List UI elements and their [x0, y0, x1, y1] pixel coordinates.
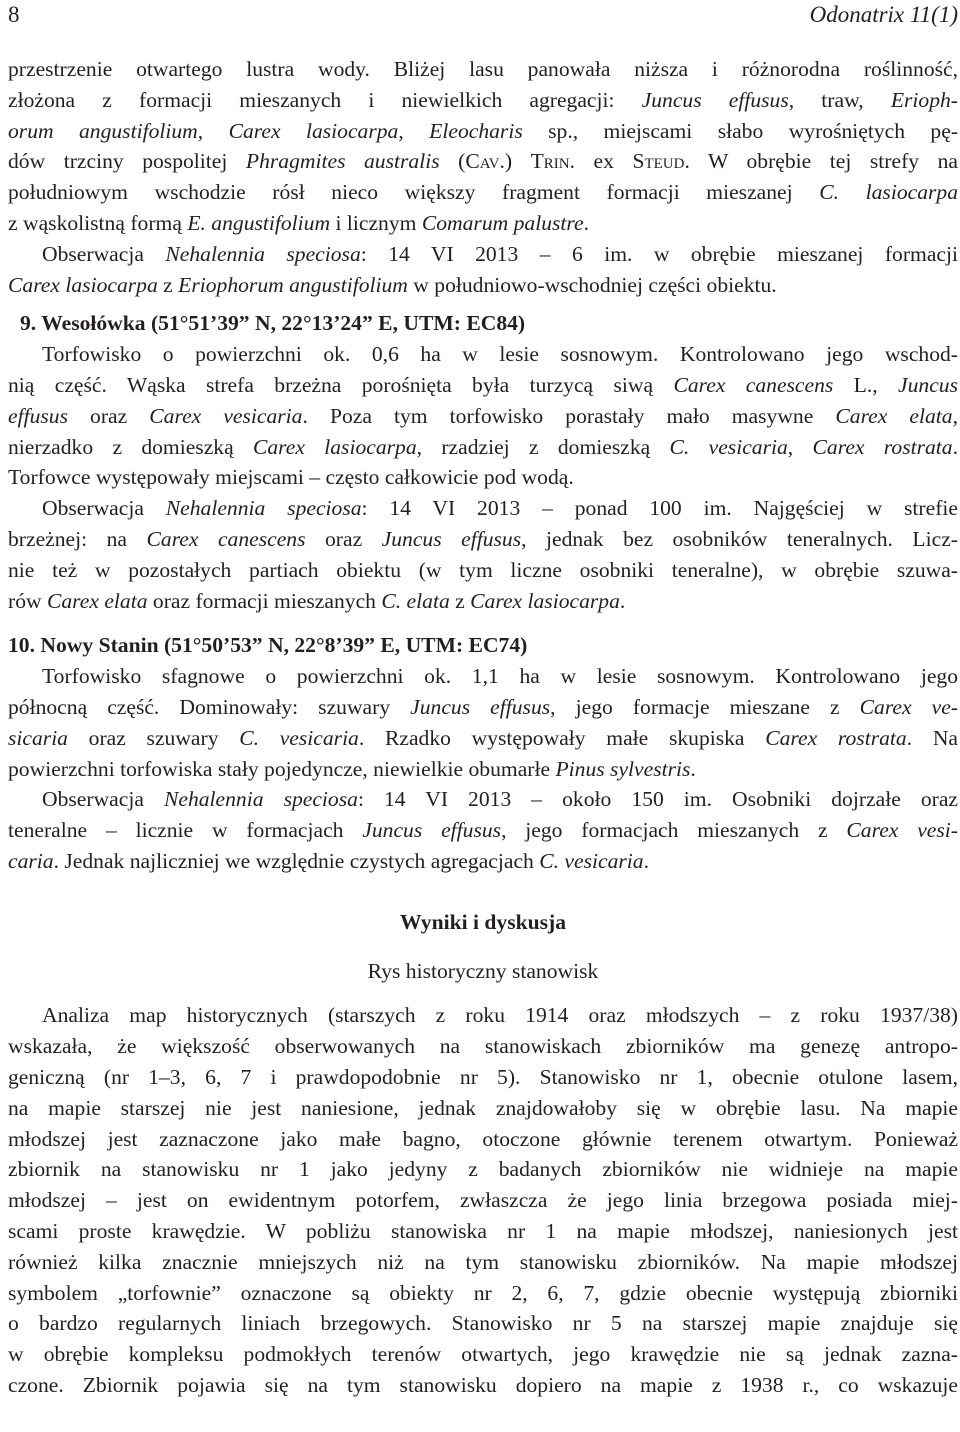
taxon-name: Phragmites australis [245, 149, 440, 174]
text-line [8, 723, 958, 753]
text-segment: , traw, [788, 87, 891, 112]
text-line [8, 370, 958, 400]
text-line [8, 146, 958, 176]
taxon-name: Carex ve- [859, 695, 958, 719]
text-segment: Analiza map historycznych (starszych z roku 1914 oraz młodszych – z roku 1937/38) [42, 1003, 958, 1028]
heading-text: 10. Nowy Stanin (51°50’53” N, 22°8’39” E, UTM: EC74) [8, 633, 528, 658]
taxon-name: C. vesicaria [539, 849, 644, 873]
text-segment: , [197, 118, 229, 143]
text-segment: Trin. [530, 149, 576, 174]
text-segment: Obserwacja [42, 496, 166, 521]
taxon-name: Carex rostrata [765, 725, 907, 750]
text-segment: . Na [906, 725, 958, 750]
text-segment: Torfowisko o powierzchni ok. 0,6 ha w lesie sosnowym. Kontrolowano jego wschod- [42, 342, 958, 367]
text-segment: młodszej jest zaznaczone jako małe bagno, otoczone głównie terenem otwartym. Ponieważ [8, 1126, 958, 1151]
taxon-name: Erioph- [890, 87, 958, 112]
text-line [8, 116, 958, 146]
text-segment: . [643, 849, 649, 873]
text-segment: ) [504, 149, 531, 174]
taxon-name: Eleocharis [429, 118, 523, 143]
text-line [8, 1308, 958, 1338]
taxon-name: Nehalennia speciosa [163, 787, 358, 812]
text-line [8, 1093, 958, 1123]
text-segment: Rys historyczny stanowisk [367, 958, 599, 983]
text-segment: powierzchni torfowiska stały pojedyncze, niewielkie obumarłe [8, 756, 556, 781]
text-line [8, 661, 958, 691]
text-segment: sp., miejscami słabo wyrośniętych pę- [522, 118, 959, 143]
text-line [8, 754, 958, 784]
text-line [8, 846, 958, 876]
text-line [8, 907, 958, 937]
text-segment: oraz [67, 403, 150, 428]
text-segment: rów [8, 588, 47, 613]
running-header [8, 2, 958, 32]
text-segment: scami proste krawędzie. W pobliżu stanowiska nr 1 na mapie młodszej, naniesionych jest [8, 1219, 958, 1243]
text-segment: nią część. Wąska strefa brzeżna porośnięta była turzycą siwą [8, 373, 674, 397]
text-line [8, 239, 958, 269]
text-line [8, 1370, 958, 1400]
taxon-name: Eriophorum angustifolium [178, 272, 408, 297]
text-segment: . [952, 434, 958, 459]
journal-title: Odonatrix 11(1) [809, 2, 958, 27]
text-segment: przestrzenie otwartego lustra wody. Bliżej lasu panowała niższa i różnorodna roślinność, [8, 57, 958, 81]
taxon-name: Carex lasiocarpa [228, 118, 399, 143]
text-segment: Cav. [465, 149, 505, 174]
heading-text: 9. Wesołówka (51°51’39” N, 22°13’24” E, UTM: EC84) [20, 311, 526, 336]
taxon-name: Carex elata [46, 588, 148, 613]
text-segment: . Rzadko występowały małe skupiska [358, 725, 766, 750]
text-line [8, 177, 958, 207]
text-line [8, 1216, 958, 1246]
text-segment: symbolem „torfownie” oznaczone są obiekty nr 2, 6, 7, gdzie obecnie występują zbiorniki [8, 1280, 958, 1305]
text-segment: złożona z formacji mieszanych i niewielkich agregacji: [8, 87, 642, 112]
taxon-name: Carex vesicaria [149, 403, 303, 428]
taxon-name: Nehalennia speciosa [165, 496, 362, 521]
taxon-name: C. vesicaria [669, 434, 788, 459]
text-line [8, 555, 958, 585]
page-number: 8 [8, 2, 20, 27]
text-line [8, 432, 958, 462]
text-segment: Obserwacja [42, 787, 164, 812]
text-segment: czone. Zbiornik pojawia się na tym stanowisku dopiero na mapie z 1938 r., co wskazuje [8, 1373, 958, 1397]
text-segment: i licznym [330, 211, 422, 235]
text-segment: również kilka znacznie mniejszych niż na tym stanowisku zbiorników. Na mapie młodszej [8, 1249, 958, 1274]
text-segment: . [690, 756, 696, 781]
text-line [8, 815, 958, 845]
taxon-name: Carex canescens [146, 527, 306, 551]
text-segment: , jednak bez osobników teneralnych. Licz- [521, 527, 958, 551]
taxon-name: effusus [8, 403, 68, 428]
text-segment: północną część. Dominowały: szuwary [8, 695, 411, 719]
taxon-name: C. elata [381, 588, 450, 613]
text-line [8, 270, 958, 300]
text-segment: teneralne – licznie w formacjach [8, 818, 363, 843]
taxon-name: C. lasiocarpa [819, 180, 959, 205]
text-line [8, 462, 958, 492]
text-line [8, 784, 958, 814]
text-segment: zbiornik na stanowisku nr 1 jako jedyny z badanych zbiorników nie widnieje na mapie [8, 1157, 958, 1182]
text-line [8, 1339, 958, 1369]
text-line [8, 524, 958, 554]
taxon-name: Juncus effusus [410, 695, 551, 719]
text-segment: oraz [305, 527, 382, 551]
text-segment: o bardzo regularnych liniach brzegowych. Stanowisko nr 5 na starszej mapie znajduje się [8, 1311, 958, 1336]
taxon-name: Carex lasiocarpa [470, 588, 620, 613]
taxon-name: Carex rostrata [812, 434, 953, 459]
text-segment: : 14 VI 2013 – ponad 100 im. Najgęściej w strefie [361, 496, 958, 521]
text-line [8, 1154, 958, 1184]
text-segment: brzeżnej: na [8, 527, 147, 551]
text-segment: geniczną (nr 1–3, 6, 7 i prawdopodobnie nr 5). Stanowisko nr 1, obecnie otulone lasem, [8, 1065, 958, 1089]
text-segment: w obrębie kompleksu podmokłych terenów otwartych, jego krawędzie nie są jednak zazna- [8, 1342, 958, 1367]
text-segment: . [583, 211, 590, 235]
text-segment: z [449, 588, 471, 613]
taxon-name: Juncus effusus [381, 527, 522, 551]
text-segment: nie też w pozostałych partiach obiektu (w tym liczne osobniki teneralne), w obrębie szuwa- [8, 557, 958, 582]
text-line [8, 208, 958, 238]
text-segment: wskazała, że większość obserwowanych na stanowiskach zbiorników ma genezę antropo- [8, 1034, 958, 1059]
text-segment: oraz szuwary [67, 725, 240, 750]
text-line [8, 54, 958, 84]
text-segment: Obserwacja [42, 241, 166, 266]
text-line [8, 586, 958, 616]
text-line [8, 692, 958, 722]
text-segment: dów trzciny pospolitej [8, 149, 246, 174]
text-segment: , rzadziej z domieszką [416, 434, 670, 459]
text-line [8, 1062, 958, 1092]
taxon-name: Pinus sylvestris [555, 756, 691, 781]
taxon-name: caria [8, 849, 54, 873]
text-segment: . Jednak najliczniej we względnie czystych agregacjach [53, 849, 540, 873]
text-segment: , [952, 403, 958, 428]
text-line [8, 85, 958, 115]
text-line [8, 1031, 958, 1061]
text-line [8, 1185, 958, 1215]
text-segment: . Poza tym torfowisko porastały mało masywne [302, 403, 836, 428]
text-segment: w południowo-wschodniej części obiektu. [407, 272, 777, 297]
text-segment: . [619, 588, 626, 613]
taxon-name: Carex vesi- [846, 818, 958, 843]
taxon-name: orum angustifolium [8, 118, 198, 143]
taxon-name: Carex elata [835, 403, 953, 428]
taxon-name: Carex lasiocarpa [8, 272, 158, 297]
text-segment: : 14 VI 2013 – 6 im. w obrębie mieszanej formacji [360, 241, 958, 266]
text-segment: W obrębie tej strefy na [689, 149, 958, 174]
text-line [8, 1278, 958, 1308]
text-segment: , [398, 118, 430, 143]
text-segment: z [157, 272, 179, 297]
text-line [8, 308, 958, 338]
text-segment: L., [833, 373, 899, 397]
text-line [8, 1000, 958, 1030]
text-segment: z wąskolistną formą [8, 211, 188, 235]
text-line [8, 401, 958, 431]
taxon-name: C. vesicaria [239, 725, 359, 750]
heading-text: Wyniki i dyskusja [399, 909, 567, 934]
text-segment: na mapie starszej nie jest naniesione, jednak znajdowałoby się w obrębie lasu. Na mapie [8, 1095, 958, 1120]
text-segment: ex [575, 149, 633, 174]
text-segment: Torfowisko sfagnowe o powierzchni ok. 1,1 ha w lesie sosnowym. Kontrolowano jego [42, 664, 958, 689]
text-segment: nierzadko z domieszką [8, 434, 253, 459]
text-segment: południowym wschodzie rósł nieco większy fragment formacji mieszanej [8, 180, 820, 205]
text-line [8, 1124, 958, 1154]
text-segment: oraz formacji mieszanych [147, 588, 382, 613]
text-segment: młodszej – jest on ewidentnym potorfem, zwłaszcza że jego linia brzegowa posiada miej- [8, 1188, 958, 1213]
text-line [8, 956, 958, 986]
text-segment: , jego formacjach mieszanych z [501, 818, 847, 843]
taxon-name: Juncus effusus [641, 87, 789, 112]
text-line [8, 493, 958, 523]
taxon-name: Juncus [898, 373, 958, 397]
text-line [8, 1247, 958, 1277]
text-segment: , jego formacje mieszane z [550, 695, 860, 719]
text-segment: ( [439, 149, 466, 174]
taxon-name: Juncus effusus [362, 818, 502, 843]
taxon-name: Comarum palustre [421, 211, 584, 235]
text-line [8, 339, 958, 369]
taxon-name: Carex canescens [673, 373, 834, 397]
taxon-name: Carex lasiocarpa [252, 434, 417, 459]
taxon-name: sicaria [8, 725, 68, 750]
text-segment: Torfowce występowały miejscami – często całkowicie pod wodą. [8, 465, 574, 490]
text-line [8, 630, 958, 660]
text-segment: : 14 VI 2013 – około 150 im. Osobniki dojrzałe oraz [357, 787, 958, 812]
taxon-name: Nehalennia speciosa [165, 241, 361, 266]
taxon-name: E. angustifolium [187, 211, 331, 235]
text-segment: Steud. [632, 149, 690, 174]
text-segment: , [787, 434, 813, 459]
